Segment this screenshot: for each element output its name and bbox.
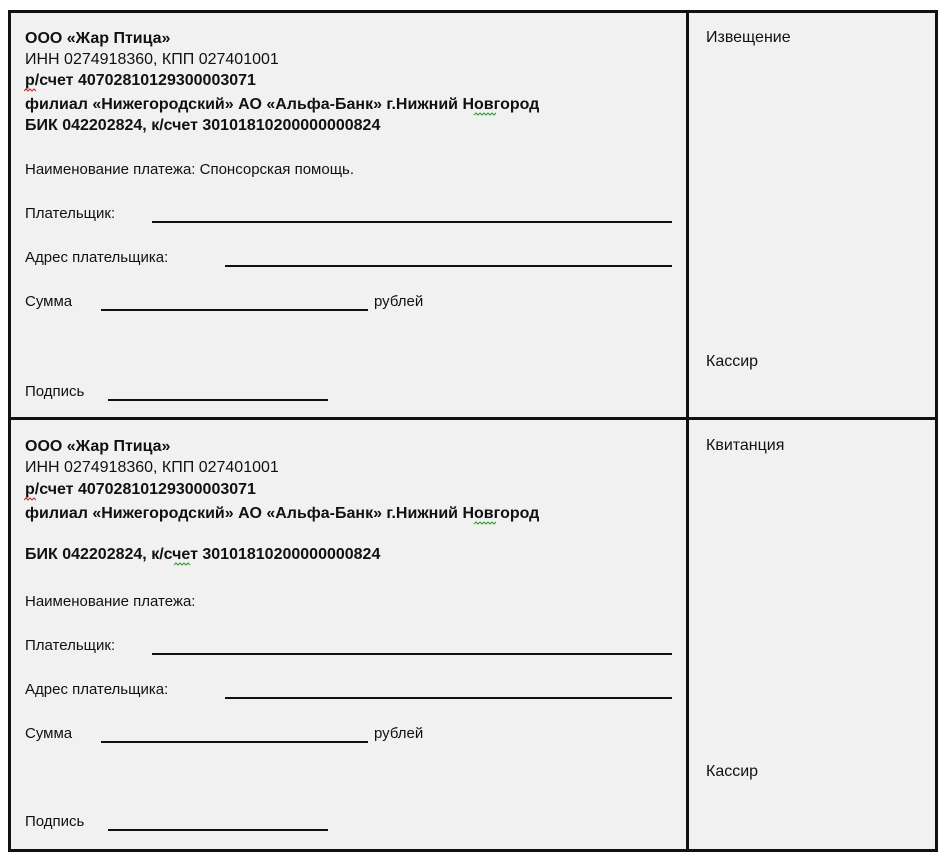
notice-amount-label: Сумма — [25, 293, 73, 310]
notice-currency-label: рублей — [374, 293, 424, 310]
receipt-title: Квитанция — [706, 437, 785, 454]
receipt-signature-field[interactable] — [108, 829, 328, 831]
notice-title: Извещение — [706, 29, 791, 46]
notice-signature-label: Подпись — [25, 383, 85, 400]
payment-form — [8, 10, 938, 852]
receipt-currency-label: рублей — [374, 725, 424, 742]
section-divider — [8, 417, 938, 420]
grammar-underline — [474, 112, 496, 116]
notice-bik: БИК 042202824, к/счет 30101810200000000824 — [25, 117, 381, 134]
receipt-bank: филиал «Нижегородский» АО «Альфа-Банк» г.Нижний Новгород — [25, 505, 540, 522]
notice-payer-label: Плательщик: — [25, 205, 116, 222]
receipt-account: р/счет 40702810129300003071 — [25, 481, 256, 498]
grammar-underline — [474, 521, 496, 525]
notice-account: р/счет 40702810129300003071 — [25, 72, 256, 89]
notice-payer-address-label: Адрес плательщика: — [25, 249, 169, 266]
notice-bank: филиал «Нижегородский» АО «Альфа-Банк» г.Нижний Новгород — [25, 96, 540, 113]
grammar-underline — [174, 562, 190, 566]
notice-payer-field[interactable] — [152, 221, 672, 223]
receipt-inn-kpp: ИНН 0274918360, КПП 027401001 — [25, 459, 279, 476]
receipt-payer-address-field[interactable] — [225, 697, 672, 699]
spellcheck-underline — [24, 88, 36, 92]
notice-payer-address-field[interactable] — [225, 265, 672, 267]
receipt-amount-label: Сумма — [25, 725, 73, 742]
receipt-payer-label: Плательщик: — [25, 637, 116, 654]
receipt-amount-field[interactable] — [101, 741, 368, 743]
receipt-cashier-label: Кассир — [706, 763, 759, 780]
notice-amount-field[interactable] — [101, 309, 368, 311]
notice-inn-kpp: ИНН 0274918360, КПП 027401001 — [25, 51, 279, 68]
spellcheck-underline — [24, 497, 36, 501]
receipt-payer-field[interactable] — [152, 653, 672, 655]
notice-payment-name: Наименование платежа: Спонсорская помощь. — [25, 161, 355, 178]
column-divider — [686, 10, 689, 852]
receipt-bik: БИК 042202824, к/счет 30101810200000000824 — [25, 546, 381, 563]
receipt-signature-label: Подпись — [25, 813, 85, 830]
receipt-org-name: ООО «Жар Птица» — [25, 438, 171, 455]
receipt-payment-name: Наименование платежа: — [25, 593, 196, 610]
notice-signature-field[interactable] — [108, 399, 328, 401]
receipt-payer-address-label: Адрес плательщика: — [25, 681, 169, 698]
notice-org-name: ООО «Жар Птица» — [25, 30, 171, 47]
notice-cashier-label: Кассир — [706, 353, 759, 370]
